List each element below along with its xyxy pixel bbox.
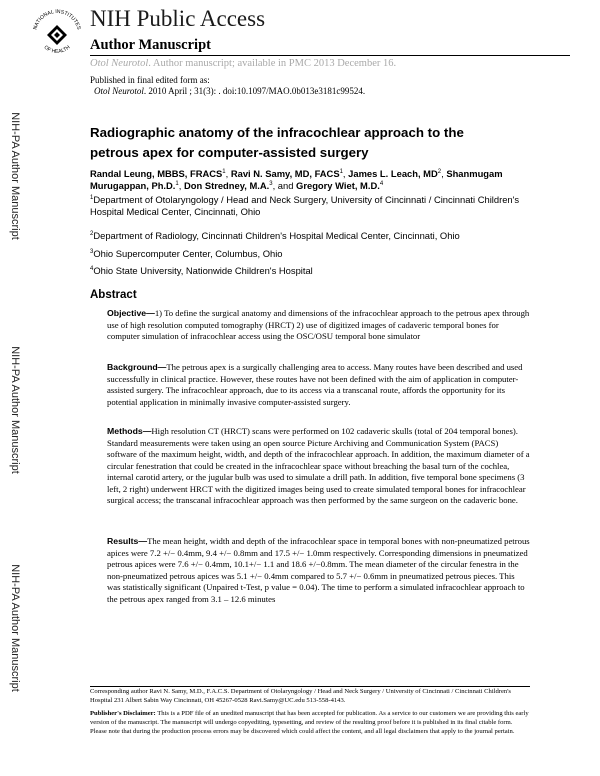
header-journal-name: Otol Neurotol [90, 58, 149, 69]
header-subtitle: Author Manuscript [90, 37, 211, 53]
disclaimer-text: This is a PDF file of an unedited manuscript that has been accepted for publication. As a service to our customers we are providing this early version of the manuscript. The manuscript will undergo copyediting, typesetting, and review of the resulting proof before it is published in its final citable form. Please note that during the production process errors may be discovered which could affect the content, and all legal disclaimers that apply to the journal pertain. [90, 710, 529, 735]
affiliation-2: $^2$Department of Radiology, Cincinnati Children's Hospital Medical Center, Cincinnati, Ohio [90, 230, 460, 241]
author-name: Randal Leung, MBBS, FRACS [90, 168, 223, 179]
author-name: James L. Leach, MD [348, 168, 438, 179]
side-label-3: NIH-PA Author Manuscript [9, 564, 21, 692]
author-affiliation-marker: 4 [379, 181, 384, 188]
logo-text-top: NATIONAL INSTITUTES [32, 8, 82, 31]
published-in-line: Published in final edited form as: [90, 75, 210, 85]
methods-text: High resolution CT (HRCT) scans were performed on 102 cadaveric skulls (total of 204 temporal bones). Standard measurements were taken using an open source Picture Archiving and Communication System (PACS) software of the maximum height, width, and depth of the infracochlear approach. In addition, the maximum diameter of a circular fenestration that could be created in the infracochlear space without breaching the basal turn of the cochlea, internal carotid artery, or the jugular bulb was used to simulate a drill path. In addition, five temporal bone specimens (3 left, 2 right) underwent HRCT with the digitized images being used to create simulated temporal bones for infracochlear surgical access; the transcanal infracochlear approach was then performed by the same surgeon on the cadaveric bone. [107, 426, 530, 505]
author-separator: , and [272, 180, 297, 192]
side-label-2: NIH-PA Author Manuscript [9, 346, 21, 474]
author-separator: , [441, 168, 447, 179]
objective-text: 1) To define the surgical anatomy and dimensions of the infracochlear approach to the petrous apex through use of high resolution computed tomography (HRCT) 2) use of digitized images of cadaveric temporal bones for computer simulation of infracochlear access using the OSC/OSU temporal bone simulator [107, 308, 530, 341]
author-name: Ravi N. Samy, MD, FACS [230, 168, 340, 179]
affiliation-4: $^4$Ohio State University, Nationwide Children's Hospital [90, 265, 313, 276]
side-label-1: NIH-PA Author Manuscript [9, 112, 21, 240]
publisher-disclaimer [90, 710, 530, 736]
affiliation-1: $^1$Department of Otolaryngology / Head and Neck Surgery, University of Cincinnati / Cincinnati Children's Hospital Medical Center, Cincinnati, Ohio [90, 194, 520, 218]
header-title: NIH Public Access [90, 6, 266, 31]
author-affiliation-marker: 1 [222, 168, 226, 175]
author-list [90, 168, 530, 193]
author-separator: , [342, 168, 349, 179]
header-divider [90, 55, 570, 56]
citation [94, 86, 365, 97]
background-label: Background— [107, 362, 167, 372]
header-journal-availability: . Author manuscript; available in PMC 2013 December 16. [148, 58, 397, 69]
author-name: Shanmugam Murugappan, Ph.D. [90, 168, 503, 192]
objective-label: Objective— [107, 308, 155, 318]
citation-journal: Otol Neurotol [94, 86, 144, 96]
author-separator: , [225, 168, 231, 179]
eagle-emblem-icon [47, 25, 67, 45]
results-text: The mean height, width and depth of the infracochlear space in temporal bones with non-pneumatized petrous apices were 7.2 +/− 0.4mm, 9.4 +/− 0.8mm and 17.5 +/− 1.0mm respectively. Corresponding dimensions in pneumatized petrous apices were 7.6 +/− 0.4mm, 10.1+/− 1.1 and 18.6 +/−0.8mm. The mean diameter of the circular fenestra in the non-pneumatized petrous apices was 5.1 +/− 0.4mm compared to 5.7 +/− 0.6mm in pneumatized petrous pieces. This was statistically significant (Unpaired t-Test, p value = 0.04). The time to perform a simulated infracochlear approach to the petrous apex ranged from 3.1 – 12.6 minutes [107, 536, 530, 604]
affiliation-3: $^3$Ohio Supercomputer Center, Columbus, Ohio [90, 248, 283, 259]
author-affiliation-marker: 3 [269, 181, 273, 188]
correspondence-note: Corresponding author Ravi N. Samy, M.D., F.A.C.S. Department of Otolaryngology / Head and Neck Surgery / University of Cincinnati / Cincinnati Children's Hospital 231 Albert Sabin Way Cincinnati, OH 45267-0528 Ravi.Samy@UC.edu 513-558-4143. [90, 688, 511, 704]
header-journal-line [90, 57, 396, 71]
methods-label: Methods— [107, 426, 152, 436]
logo-text-bottom: OF HEALTH [42, 44, 72, 55]
abstract-methods [107, 426, 530, 507]
author-affiliation-marker: 1 [175, 181, 179, 188]
abstract-objective [107, 308, 530, 343]
footnote-divider [90, 686, 530, 687]
author-affiliation-marker: 1 [339, 168, 343, 175]
author-name: Don Stredney, M.A. [183, 180, 270, 192]
abstract-results [107, 536, 530, 605]
citation-details: . 2010 April ; 31(3): . doi:10.1097/MAO.0b013e3181c99524. [143, 86, 366, 96]
nih-logo [30, 6, 84, 60]
abstract-background [107, 362, 530, 408]
article-title: Radiographic anatomy of the infracochlear approach to the petrous apex for computer-assisted surgery [90, 125, 464, 160]
results-label: Results— [107, 536, 148, 546]
abstract-heading: Abstract [90, 289, 137, 301]
background-text: The petrous apex is a surgically challenging area to access. Many routes have been described and used successfully in clinical practice. However, these routes have not been defined with the aim of application in computer-assisted surgery. The infracochlear approach, due to its access via a transcanal route, affords the opportunity for its potential application in minimally invasive computer-assisted surgery. [107, 362, 523, 407]
author-separator: , [178, 180, 184, 192]
disclaimer-label: Publisher's Disclaimer: [90, 710, 156, 717]
author-affiliation-marker: 2 [437, 168, 442, 175]
author-name: Gregory Wiet, M.D. [296, 180, 380, 192]
